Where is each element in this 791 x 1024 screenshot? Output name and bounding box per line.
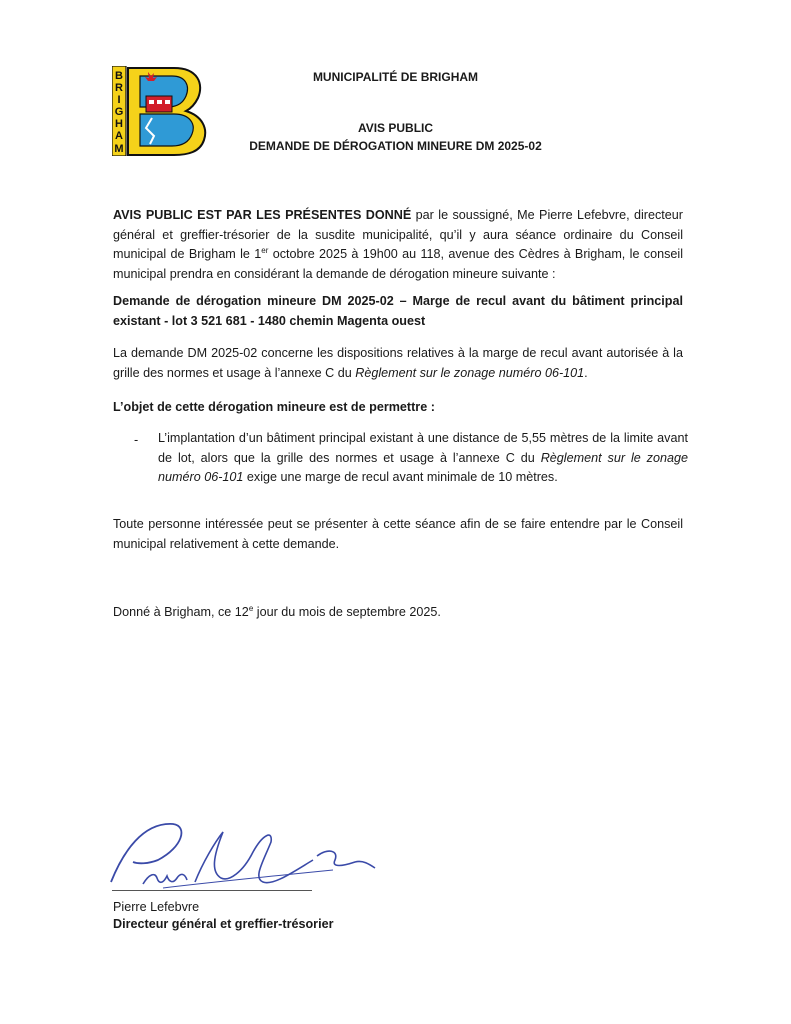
handwritten-signature	[103, 812, 393, 902]
bullet-bylaw-reference: Règlement sur le zonage numéro 06-101	[158, 450, 688, 484]
bullet-text-part-2: exige une marge de recul avant minimale de 10 mètres.	[243, 470, 558, 484]
svg-text:G: G	[114, 106, 124, 118]
signatory-title: Directeur général et greffier-trésorier	[113, 917, 334, 931]
svg-text:M: M	[114, 143, 124, 155]
signatory-name: Pierre Lefebvre	[113, 900, 200, 914]
objet-heading: L’objet de cette dérogation mineure est de permettre :	[113, 400, 435, 414]
intro-bold-lead: AVIS PUBLIC EST PAR LES PRÉSENTES DONNÉ	[113, 208, 412, 222]
given-line	[113, 603, 683, 623]
intro-superscript: er	[261, 245, 269, 255]
bullet-text-part-1: L’implantation d’un bâtiment principal existant à une distance de 5,55 mètres de la limite avant de lot, alors que la grille des normes et usage à l’annexe C du	[158, 431, 688, 465]
request-title: Demande de dérogation mineure DM 2025-02 – Marge de recul avant du bâtiment principal existant - lot 3 521 681 - 1480 chemin Magenta ouest	[113, 294, 683, 328]
concern-paragraph	[113, 344, 683, 383]
svg-text:I: I	[117, 94, 121, 106]
given-text-part-2: jour du mois de septembre 2025.	[253, 605, 441, 619]
signature-line	[112, 890, 312, 891]
given-superscript: e	[248, 603, 254, 613]
intro-paragraph	[113, 206, 683, 284]
avis-public-heading: AVIS PUBLIC	[357, 121, 434, 135]
concern-bylaw-reference: Règlement sur le zonage numéro 06-101	[355, 365, 585, 380]
closing-paragraph: Toute personne intéressée peut se présenter à cette séance afin de se faire entendre par le Conseil municipal relativement à cette demande.	[113, 517, 683, 551]
svg-text:A: A	[115, 130, 123, 142]
bullet-item	[158, 429, 688, 488]
bullet-marker: -	[134, 433, 139, 447]
intro-text-part-1: par le soussigné, Me Pierre Lefebvre, directeur général et greffier-trésorier de la susdite municipalité, qu’il y aura séance ordinaire du Conseil municipal de Brigham le 1	[113, 208, 683, 261]
given-text-part-1: Donné à Brigham, ce 12	[113, 605, 249, 619]
subject-heading: DEMANDE DE DÉROGATION MINEURE DM 2025-02	[249, 139, 542, 153]
svg-text:B: B	[115, 70, 123, 82]
intro-text-part-2: octobre 2025 à 19h00 au 118, avenue des Cèdres à Brigham, le conseil municipal prendra en considérant la demande de dérogation mineure suivante :	[113, 247, 683, 281]
concern-text-part-1: La demande DM 2025-02 concerne les dispositions relatives à la marge de recul avant autorisée à la grille des normes et usage à l’annexe C du	[113, 346, 683, 380]
concern-text-part-2: .	[584, 365, 588, 380]
municipality-heading: MUNICIPALITÉ DE BRIGHAM	[312, 70, 479, 84]
svg-text:R: R	[115, 82, 123, 94]
svg-text:H: H	[115, 118, 123, 130]
